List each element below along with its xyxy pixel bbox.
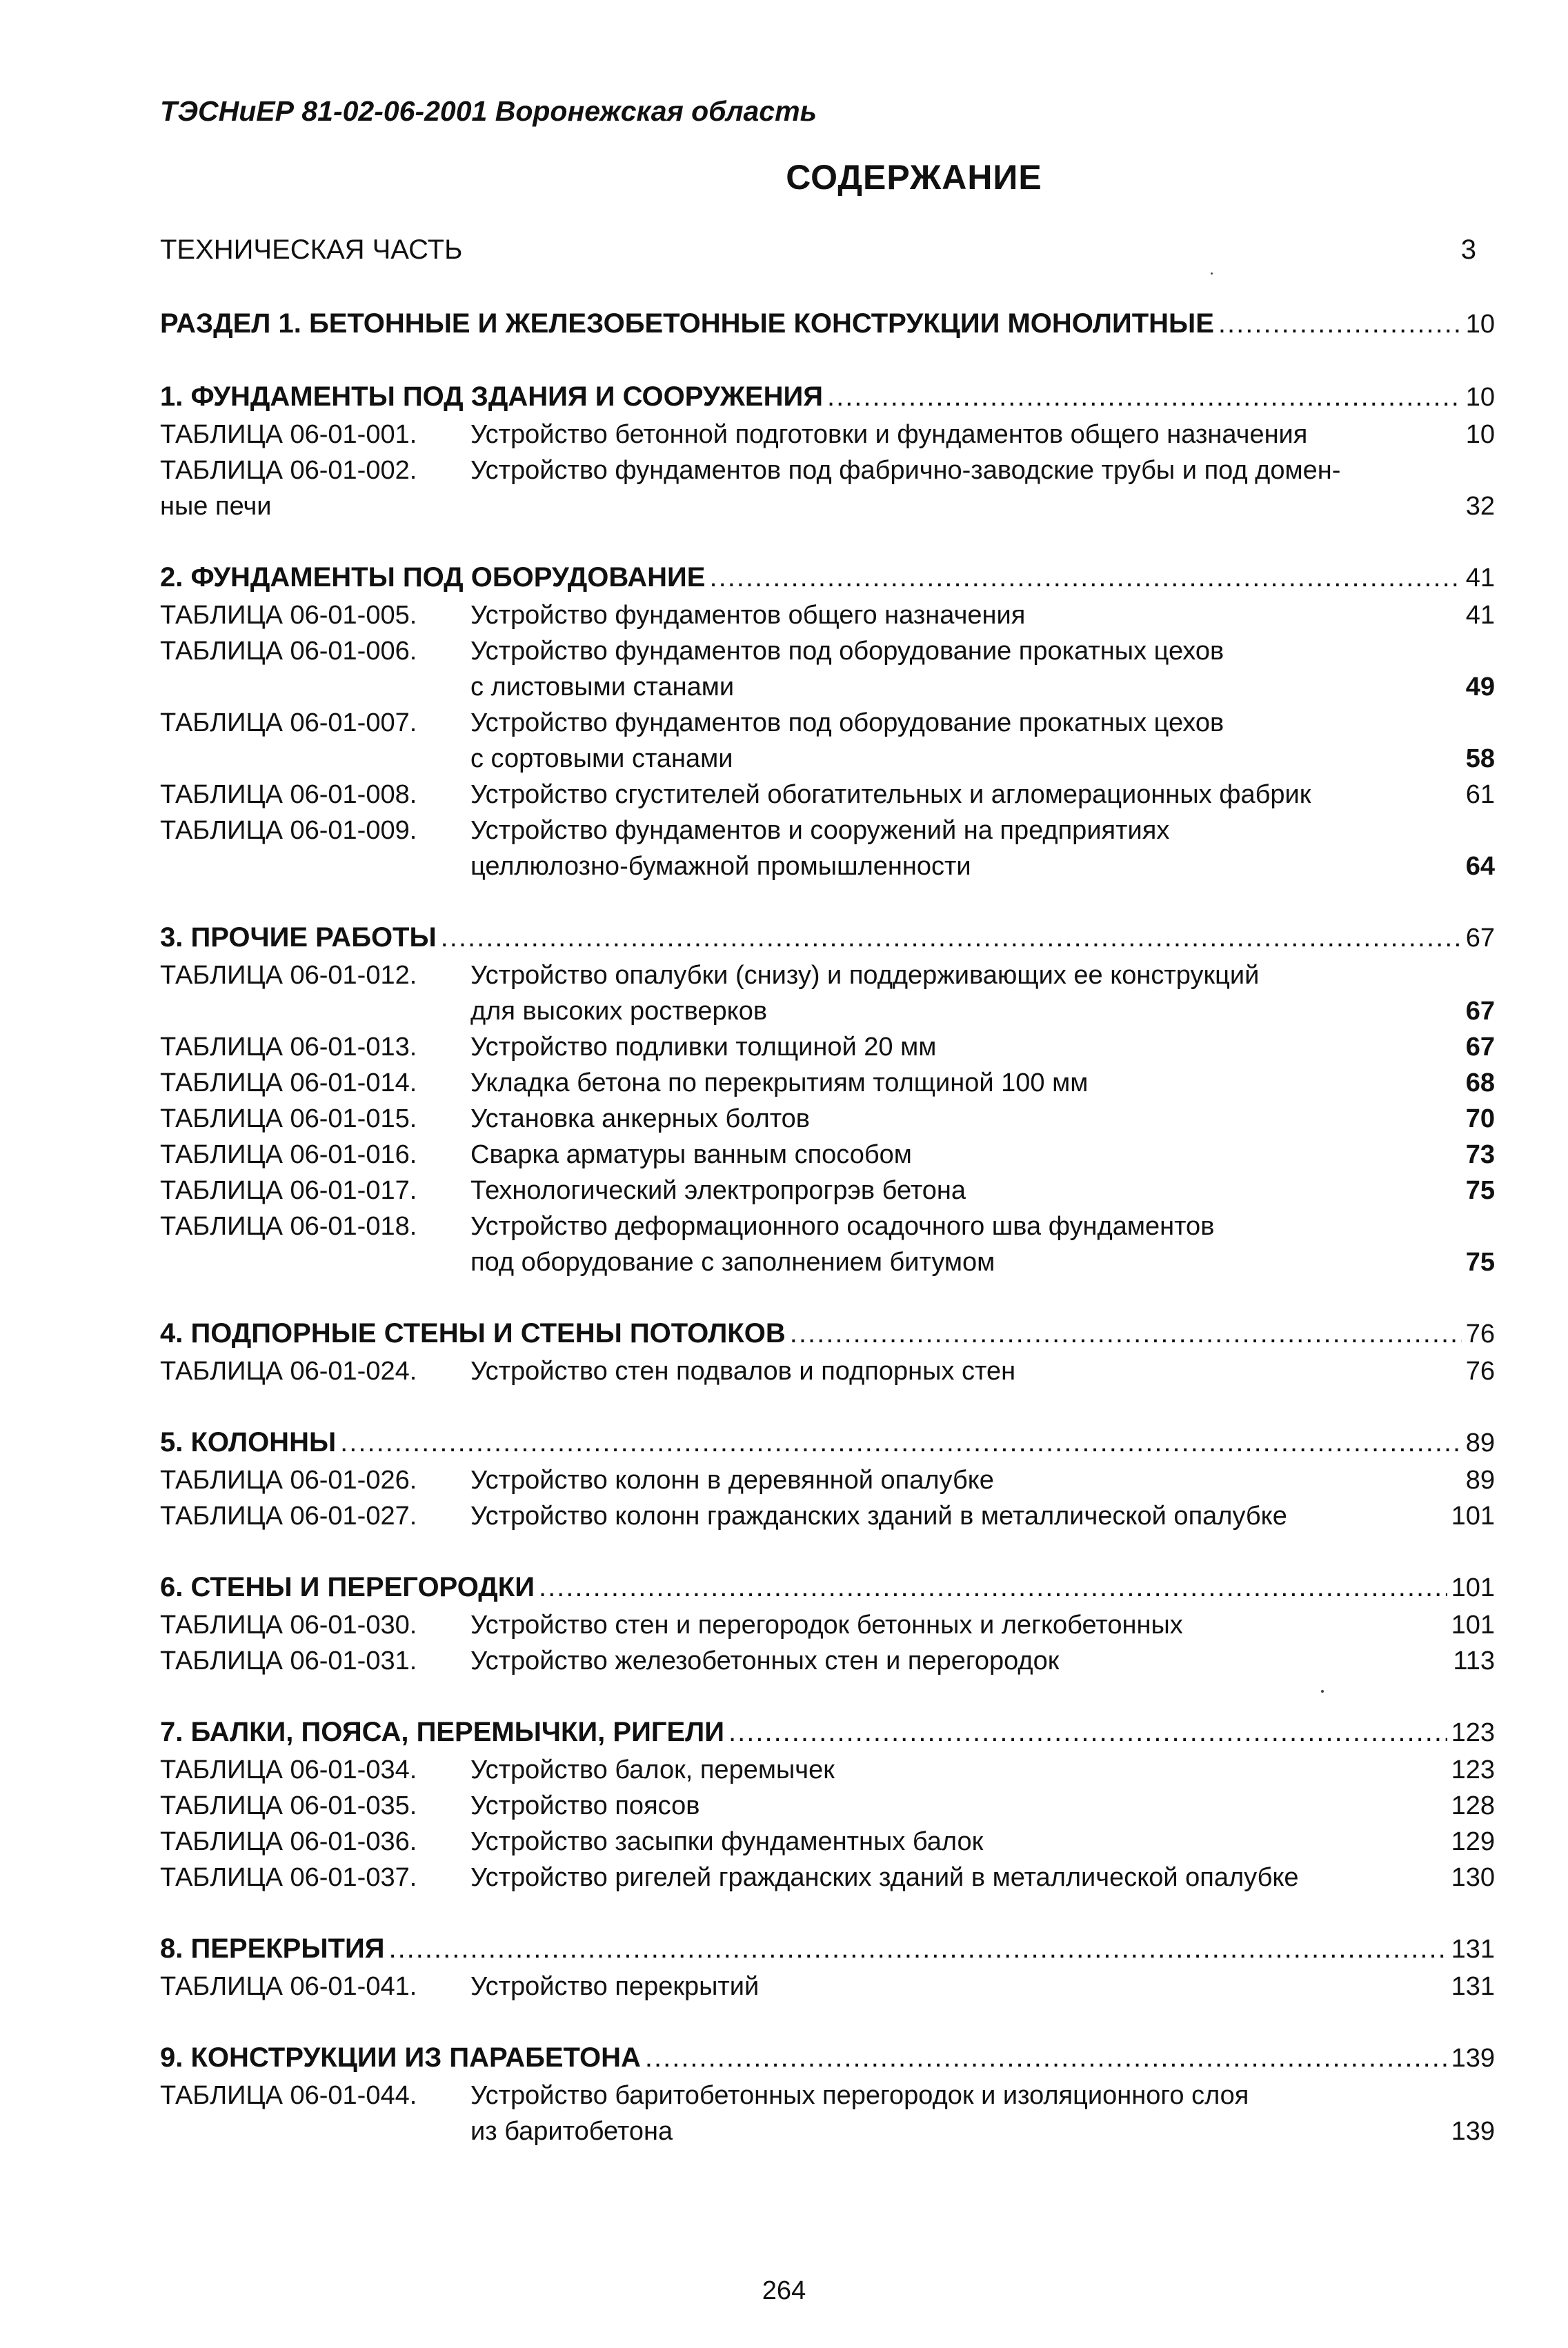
dot-leader	[539, 1567, 1447, 1607]
toc-row-label: ТАБЛИЦА 06-01-009.	[160, 816, 417, 845]
toc-row	[160, 1969, 1495, 2004]
toc-row-text: Устройство поясов	[470, 1791, 700, 1820]
toc-section	[160, 1313, 1495, 1389]
toc-row-label: ТАБЛИЦА 06-01-017.	[160, 1176, 417, 1205]
toc-row-label	[160, 2113, 470, 2149]
toc-row-page: 70	[1465, 1104, 1495, 1133]
toc-section-title: 5. КОЛОННЫ	[160, 1427, 337, 1457]
toc-row	[160, 1860, 1495, 1896]
toc-row-text: Устройство фундаментов под оборудование прокатных цехов	[470, 637, 1224, 666]
toc-row-text: с сортовыми станами	[470, 744, 733, 773]
toc-row	[160, 2078, 1495, 2113]
toc-section-heading	[160, 1313, 1495, 1353]
toc-row-page: 75	[1465, 1176, 1495, 1205]
toc-section-page: 123	[1451, 1718, 1495, 1747]
toc-row-text: Устройство стен подвалов и подпорных стен	[470, 1357, 1016, 1386]
toc-sections	[160, 377, 1495, 2149]
toc-row	[160, 1029, 1495, 1065]
toc-row-label: ТАБЛИЦА 06-01-036.	[160, 1827, 417, 1856]
toc-row-label	[160, 848, 470, 884]
toc-row-text: ные печи	[160, 492, 272, 521]
toc-row-continuation	[160, 488, 1495, 524]
toc-row-page: 67	[1465, 1033, 1495, 1062]
toc-entry-label: ТЕХНИЧЕСКАЯ ЧАСТЬ	[160, 235, 463, 265]
toc-section-page: 89	[1465, 1429, 1495, 1457]
toc-section	[160, 917, 1495, 1280]
toc-row-page: 130	[1451, 1863, 1495, 1892]
toc-row	[160, 1643, 1495, 1679]
toc-row-page: 61	[1465, 780, 1495, 809]
toc-row-continuation	[160, 993, 1495, 1029]
toc-section-heading	[160, 1929, 1495, 1969]
toc-row	[160, 1353, 1495, 1389]
toc-row-page: 101	[1451, 1502, 1495, 1531]
toc-row-text: Устройство сгустителей обогатительных и агломерационных фабрик	[470, 780, 1311, 809]
toc-row-label: ТАБЛИЦА 06-01-024.	[160, 1357, 417, 1386]
toc-section-heading	[160, 2038, 1495, 2078]
toc-section	[160, 377, 1495, 524]
toc-section	[160, 1929, 1495, 2004]
toc-row-label: ТАБЛИЦА 06-01-027.	[160, 1502, 417, 1531]
toc-row-label	[160, 741, 470, 777]
toc-row-page: 129	[1451, 1827, 1495, 1856]
page-number: 264	[762, 2276, 806, 2305]
scan-speck	[1211, 272, 1213, 275]
page-title: СОДЕРЖАНИЕ	[786, 158, 1042, 197]
toc-section	[160, 1422, 1495, 1534]
toc-row-text: целлюлозно-бумажной промышленности	[470, 852, 971, 881]
toc-row-page: 123	[1451, 1755, 1495, 1784]
toc-row-label: ТАБЛИЦА 06-01-034.	[160, 1755, 417, 1784]
toc-row-label: ТАБЛИЦА 06-01-005.	[160, 601, 417, 630]
toc-row-text: Устройство железобетонных стен и перегородок	[470, 1646, 1060, 1675]
toc-row	[160, 1208, 1495, 1244]
toc-row-label: ТАБЛИЦА 06-01-026.	[160, 1466, 417, 1495]
toc-part-title: РАЗДЕЛ 1. БЕТОННЫЕ И ЖЕЛЕЗОБЕТОННЫЕ КОНСТРУКЦИИ МОНОЛИТНЫЕ	[160, 308, 1214, 339]
toc-entry-page: 3	[1460, 235, 1476, 265]
dot-leader	[728, 1712, 1447, 1752]
toc-row-label: ТАБЛИЦА 06-01-015.	[160, 1104, 417, 1133]
toc-row-label	[160, 1244, 470, 1280]
toc-row	[160, 1137, 1495, 1173]
toc-row-page: 32	[1465, 492, 1495, 521]
toc-section-page: 67	[1465, 924, 1495, 953]
toc-row-page: 67	[1465, 997, 1495, 1026]
toc-row-label: ТАБЛИЦА 06-01-006.	[160, 637, 417, 666]
dot-leader	[1218, 304, 1462, 344]
dot-leader	[709, 557, 1461, 597]
toc-row-continuation	[160, 1244, 1495, 1280]
toc-row-label: ТАБЛИЦА 06-01-041.	[160, 1972, 417, 2001]
toc-section-heading	[160, 377, 1495, 417]
toc-row-page: 58	[1465, 744, 1495, 773]
toc-row-page: 10	[1465, 420, 1495, 449]
toc-entry-technical-part	[160, 235, 1476, 266]
toc-row-page: 101	[1451, 1611, 1495, 1640]
toc-row	[160, 1788, 1495, 1824]
toc-row-label: ТАБЛИЦА 06-01-002.	[160, 456, 417, 485]
toc-row-label: ТАБЛИЦА 06-01-007.	[160, 708, 417, 737]
toc-section-heading	[160, 1712, 1495, 1752]
toc-row	[160, 1462, 1495, 1498]
toc-section-title: 6. СТЕНЫ И ПЕРЕГОРОДКИ	[160, 1572, 535, 1602]
toc-row-label	[160, 669, 470, 705]
toc-row-text: Устройство перекрытий	[470, 1972, 760, 2001]
toc-row	[160, 813, 1495, 848]
toc-section-heading	[160, 1567, 1495, 1607]
toc-row	[160, 633, 1495, 669]
toc-row-text: Укладка бетона по перекрытиям толщиной 100 мм	[470, 1068, 1089, 1097]
dot-leader	[340, 1422, 1462, 1462]
toc-row-text: Устройство деформационного осадочного шва фундаментов	[470, 1212, 1215, 1241]
toc-row-page: 41	[1465, 601, 1495, 630]
toc-row-text: Сварка арматуры ванным способом	[470, 1140, 912, 1169]
toc-section-title: 2. ФУНДАМЕНТЫ ПОД ОБОРУДОВАНИЕ	[160, 562, 706, 593]
toc-section-title: 4. ПОДПОРНЫЕ СТЕНЫ И СТЕНЫ ПОТОЛКОВ	[160, 1318, 786, 1349]
toc-section	[160, 557, 1495, 884]
toc-row-label: ТАБЛИЦА 06-01-044.	[160, 2081, 417, 2110]
toc-row-page: 139	[1451, 2117, 1495, 2146]
toc-row-continuation	[160, 741, 1495, 777]
toc-row-text: Устройство фундаментов под фабрично-заводские трубы и под домен-	[470, 456, 1341, 485]
toc-section-title: 3. ПРОЧИЕ РАБОТЫ	[160, 922, 437, 953]
toc-row-page: 131	[1451, 1972, 1495, 2001]
toc-section-title: 9. КОНСТРУКЦИИ ИЗ ПАРАБЕТОНА	[160, 2042, 641, 2073]
toc-row-continuation	[160, 2113, 1495, 2149]
toc-row-text: Устройство фундаментов общего назначения	[470, 601, 1026, 630]
toc-section-heading	[160, 917, 1495, 957]
toc-part-1	[160, 304, 1495, 344]
toc-row	[160, 1101, 1495, 1137]
dot-leader	[388, 1929, 1447, 1969]
toc-row-page: 75	[1465, 1248, 1495, 1277]
toc-row-text: Устройство колонн гражданских зданий в металлической опалубке	[470, 1502, 1287, 1531]
document-header: ТЭСНиЕР 81-02-06-2001 Воронежская область	[160, 95, 817, 127]
table-of-contents	[160, 304, 1495, 2182]
toc-row-label: ТАБЛИЦА 06-01-031.	[160, 1646, 417, 1675]
toc-row	[160, 777, 1495, 813]
toc-row	[160, 705, 1495, 741]
toc-row-text: с листовыми станами	[470, 673, 735, 702]
toc-row-text: для высоких ростверков	[470, 997, 768, 1026]
toc-row-label	[160, 993, 470, 1029]
toc-row-page: 128	[1451, 1791, 1495, 1820]
toc-row-label: ТАБЛИЦА 06-01-016.	[160, 1140, 417, 1169]
toc-section-heading	[160, 557, 1495, 597]
toc-row-continuation	[160, 669, 1495, 705]
toc-row-label: ТАБЛИЦА 06-01-035.	[160, 1791, 417, 1820]
toc-row-label: ТАБЛИЦА 06-01-012.	[160, 961, 417, 990]
toc-section-page: 139	[1451, 2044, 1495, 2073]
toc-row-label: ТАБЛИЦА 06-01-001.	[160, 420, 417, 449]
toc-row-text: Устройство засыпки фундаментных балок	[470, 1827, 984, 1856]
toc-section	[160, 2038, 1495, 2149]
toc-row-text: Устройство ригелей гражданских зданий в металлической опалубке	[470, 1863, 1299, 1892]
toc-section	[160, 1712, 1495, 1896]
toc-section-title: 8. ПЕРЕКРЫТИЯ	[160, 1933, 385, 1964]
toc-section-page: 131	[1451, 1935, 1495, 1964]
toc-section-title: 1. ФУНДАМЕНТЫ ПОД ЗДАНИЯ И СООРУЖЕНИЯ	[160, 381, 823, 412]
toc-row-page: 68	[1465, 1068, 1495, 1097]
toc-row	[160, 1752, 1495, 1788]
toc-row-text: из баритобетона	[470, 2117, 673, 2146]
dot-leader	[645, 2038, 1447, 2078]
toc-row	[160, 957, 1495, 993]
toc-row	[160, 1607, 1495, 1643]
toc-row-label: ТАБЛИЦА 06-01-018.	[160, 1212, 417, 1241]
toc-row-page: 89	[1465, 1466, 1495, 1495]
toc-row-page: 73	[1465, 1140, 1495, 1169]
toc-row	[160, 452, 1495, 488]
toc-row-text: Установка анкерных болтов	[470, 1104, 810, 1133]
toc-section-page: 101	[1451, 1573, 1495, 1602]
toc-row-text: Устройство подливки толщиной 20 мм	[470, 1033, 937, 1062]
toc-row-text: Устройство опалубки (снизу) и поддерживающих ее конструкций	[470, 961, 1260, 990]
dot-leader	[441, 917, 1462, 957]
toc-row-text: Устройство фундаментов под оборудование прокатных цехов	[470, 708, 1224, 737]
toc-row	[160, 1824, 1495, 1860]
toc-row-page: 113	[1453, 1646, 1495, 1675]
toc-row-text: Устройство бетонной подготовки и фундаментов общего назначения	[470, 420, 1308, 449]
toc-row-continuation	[160, 848, 1495, 884]
toc-row-text: Устройство стен и перегородок бетонных и легкобетонных	[470, 1611, 1183, 1640]
toc-section-title: 7. БАЛКИ, ПОЯСА, ПЕРЕМЫЧКИ, РИГЕЛИ	[160, 1717, 724, 1747]
toc-section-page: 76	[1465, 1320, 1495, 1349]
toc-row	[160, 1173, 1495, 1208]
toc-row-label: ТАБЛИЦА 06-01-008.	[160, 780, 417, 809]
toc-row-text: Устройство балок, перемычек	[470, 1755, 835, 1784]
toc-row-label: ТАБЛИЦА 06-01-030.	[160, 1611, 417, 1640]
dot-leader	[827, 377, 1462, 417]
toc-part-page: 10	[1465, 310, 1495, 339]
toc-row-text: Устройство колонн в деревянной опалубке	[470, 1466, 994, 1495]
toc-row-text: Устройство баритобетонных перегородок и изоляционного слоя	[470, 2081, 1249, 2110]
toc-row-page: 64	[1465, 852, 1495, 881]
toc-row	[160, 1065, 1495, 1101]
dot-leader	[790, 1313, 1462, 1353]
toc-section	[160, 1567, 1495, 1679]
toc-section-heading	[160, 1422, 1495, 1462]
toc-row-text: Технологический электропрогрэв бетона	[470, 1176, 966, 1205]
toc-section-page: 10	[1465, 383, 1495, 412]
toc-row-text: Устройство фундаментов и сооружений на предприятиях	[470, 816, 1170, 845]
toc-row-page: 49	[1465, 673, 1495, 702]
toc-row-label: ТАБЛИЦА 06-01-014.	[160, 1068, 417, 1097]
toc-row	[160, 417, 1495, 452]
toc-row-label: ТАБЛИЦА 06-01-037.	[160, 1863, 417, 1892]
toc-part-heading	[160, 304, 1495, 344]
toc-row-label: ТАБЛИЦА 06-01-013.	[160, 1033, 417, 1062]
toc-row-text: под оборудование с заполнением битумом	[470, 1248, 995, 1277]
scan-speck	[1321, 1690, 1324, 1693]
toc-row	[160, 1498, 1495, 1534]
toc-section-page: 41	[1465, 564, 1495, 593]
toc-row	[160, 597, 1495, 633]
toc-row-page: 76	[1465, 1357, 1495, 1386]
